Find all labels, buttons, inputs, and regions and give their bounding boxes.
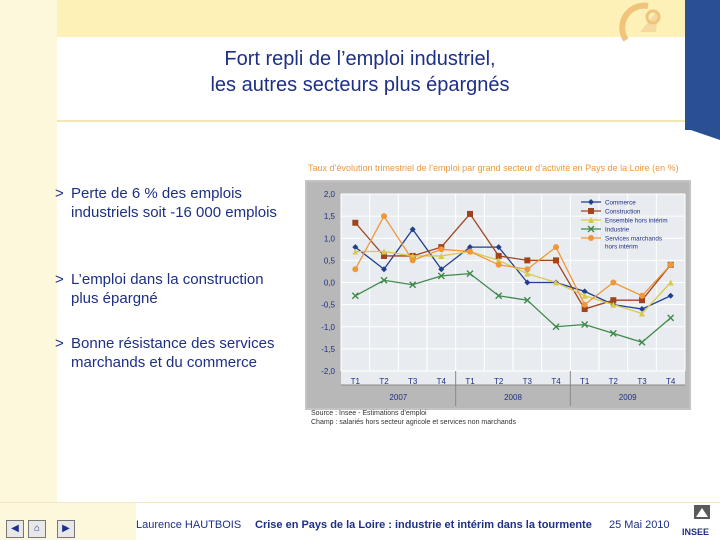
y-tick-label: -1,0 — [321, 322, 335, 332]
data-point — [588, 235, 594, 241]
legend-label: Commerce — [605, 199, 636, 207]
chart-scope: Champ : salariés hors secteur agricole et services non marchands — [311, 419, 517, 426]
x-tick-label: T2 — [379, 377, 389, 386]
data-point — [639, 293, 645, 299]
bullet-item — [55, 334, 295, 372]
data-point — [352, 220, 358, 226]
bullet-chevron-icon: > — [55, 271, 64, 288]
nav-home-button[interactable]: ⌂ — [28, 520, 46, 538]
right-band-tip — [685, 128, 720, 140]
footer-subject: Crise en Pays de la Loire : industrie et intérim dans la tourmente — [255, 519, 592, 531]
data-point — [553, 244, 559, 250]
insee-logo — [682, 505, 718, 540]
x-tick-label: T2 — [608, 377, 619, 386]
y-tick-label: 2,0 — [323, 190, 335, 199]
data-point — [467, 249, 473, 255]
x-year-label: 2009 — [618, 393, 637, 402]
data-point — [438, 246, 444, 252]
legend-label: Industrie — [605, 226, 630, 234]
y-tick-label: -1,5 — [321, 344, 335, 354]
data-point — [410, 257, 416, 263]
data-point — [582, 302, 588, 308]
bullet-text: Perte de 6 % des emplois industriels soit -16 000 emplois — [71, 185, 277, 221]
x-tick-label: T3 — [637, 377, 647, 386]
y-tick-label: 0,0 — [323, 278, 335, 288]
line-chart — [305, 180, 691, 410]
right-blue-band — [685, 0, 720, 130]
x-tick-label: T4 — [436, 377, 447, 386]
nav-prev-button[interactable]: ◀ — [6, 520, 24, 538]
slide-title-line-1: Fort repli de l’emploi industriel, — [224, 48, 496, 70]
footer-date: 25 Mai 2010 — [609, 519, 670, 531]
x-tick-label: T3 — [522, 377, 533, 386]
legend-label: Services marchands hors intérim — [605, 235, 663, 251]
bullet-text: L’emploi dans la construction plus épargné — [71, 271, 264, 307]
data-point — [352, 266, 358, 272]
data-point — [496, 262, 502, 268]
left-decor-strip — [0, 0, 57, 540]
legend-label: Ensemble hors intérim — [605, 217, 668, 225]
x-tick-label: T1 — [579, 377, 590, 386]
data-point — [381, 213, 387, 219]
bullet-item — [55, 270, 295, 308]
chart-title: Taux d’évolution trimestriel de l’emploi par grand secteur d’activité en Pays de la Loire (en %) — [308, 163, 679, 173]
data-point — [467, 211, 473, 217]
data-point — [524, 257, 530, 263]
x-year-label: 2007 — [389, 393, 408, 402]
x-tick-label: T4 — [551, 377, 561, 386]
top-decor-band — [57, 0, 685, 37]
slide-title — [150, 46, 570, 98]
y-tick-label: -2,0 — [321, 367, 335, 376]
x-tick-label: T3 — [407, 377, 418, 386]
x-year-label: 2008 — [504, 393, 522, 402]
y-axis-ticks — [321, 190, 335, 376]
chart-source: Source : Insee - Estimations d’emploi — [311, 410, 427, 417]
footer-author: Laurence HAUTBOIS — [136, 519, 242, 531]
bullet-item — [55, 184, 295, 222]
bullet-text: Bonne résistance des services marchands et du commerce — [71, 335, 275, 371]
bullet-chevron-icon: > — [55, 335, 64, 352]
insee-logo-text: INSEE — [682, 527, 710, 537]
x-tick-label: T1 — [465, 377, 475, 386]
x-tick-label: T4 — [665, 377, 676, 386]
legend-label: Construction — [605, 208, 641, 216]
data-point — [524, 266, 530, 272]
bullet-chevron-icon: > — [55, 185, 64, 202]
y-tick-label: -0,5 — [321, 300, 335, 310]
y-tick-label: 1,5 — [323, 212, 335, 222]
data-point — [588, 208, 594, 214]
y-tick-label: 0,5 — [323, 256, 335, 266]
data-point — [553, 257, 559, 263]
data-point — [668, 262, 674, 268]
x-tick-label: T1 — [350, 377, 361, 386]
nav-next-button[interactable]: ▶ — [57, 520, 75, 538]
slide-title-line-2: les autres secteurs plus épargnés — [210, 74, 510, 96]
logo-mark-icon — [606, 2, 684, 42]
x-tick-label: T2 — [493, 377, 504, 386]
y-tick-label: 1,0 — [323, 234, 335, 244]
data-point — [610, 280, 616, 286]
